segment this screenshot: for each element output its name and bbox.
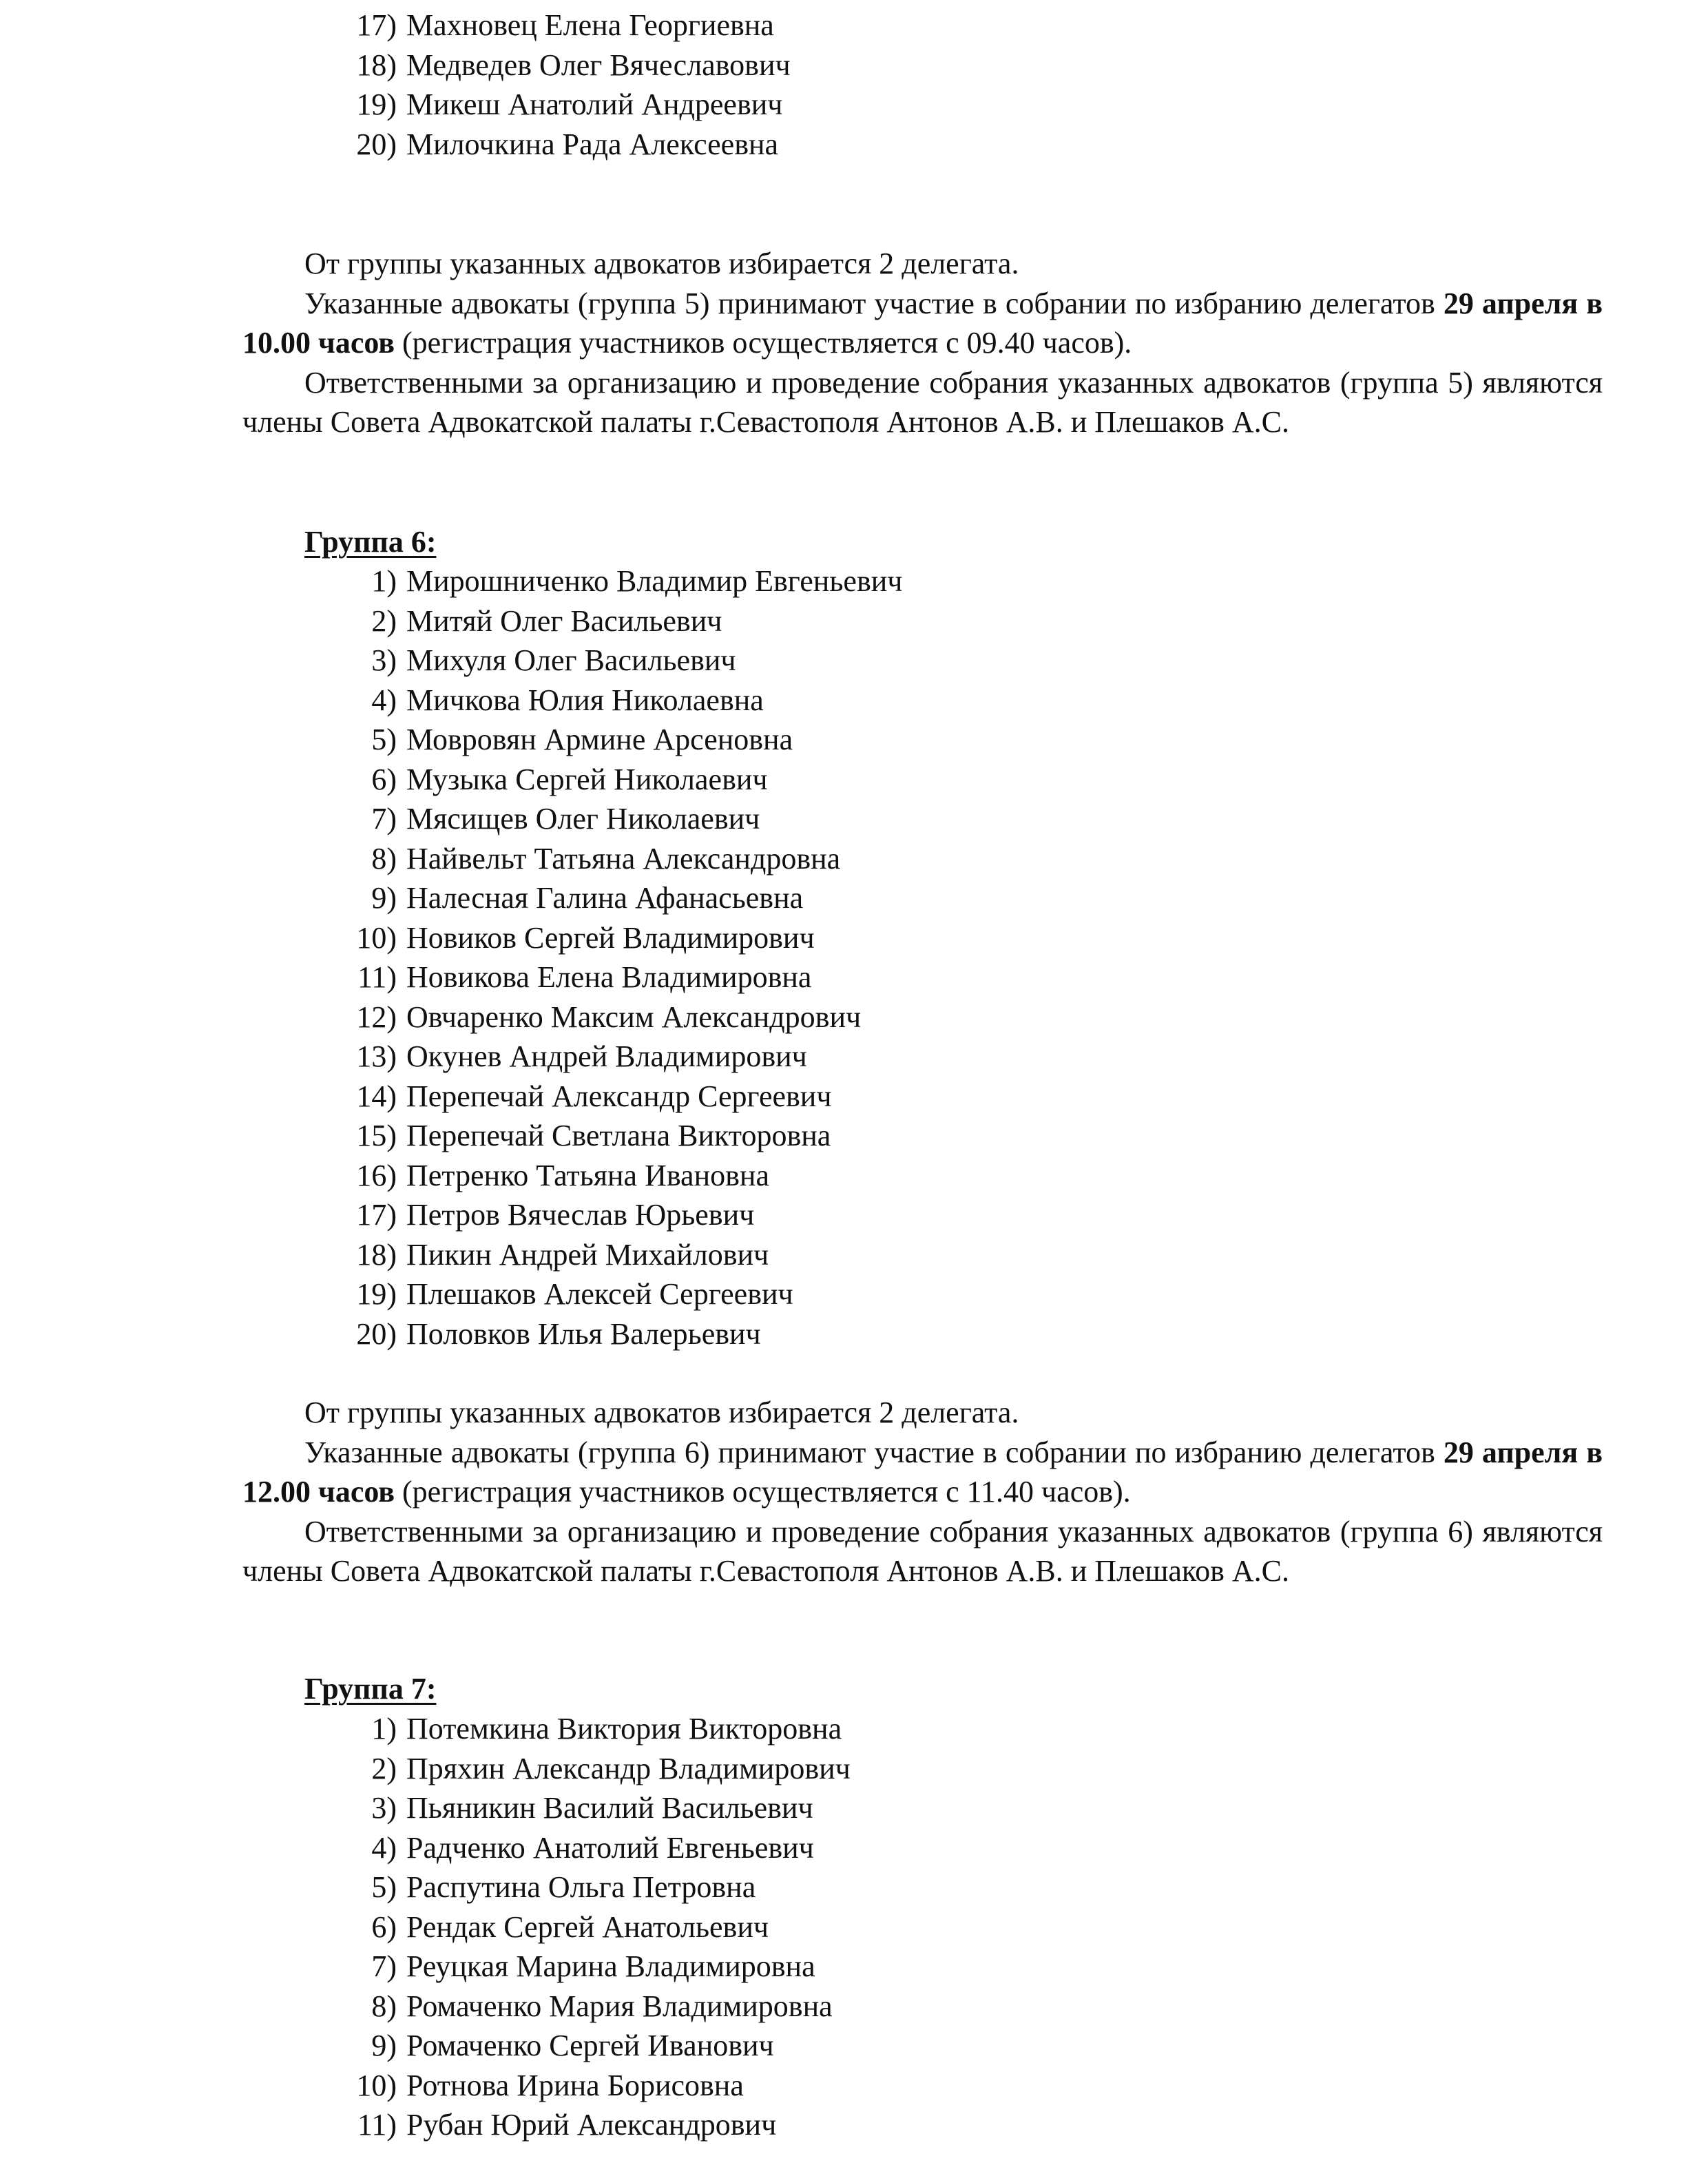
item-name: Рендак Сергей Анатольевич [406,1909,769,1944]
item-name: Ротнова Ирина Борисовна [406,2068,744,2102]
item-name: Мирошниченко Владимир Евгеньевич [406,564,903,598]
item-name: Новикова Елена Владимировна [406,960,812,994]
item-name: Рубан Юрий Александрович [406,2108,777,2142]
list-item [344,2066,851,2106]
group7-heading: Группа 7: [304,1672,437,1706]
list-item [344,1235,902,1275]
meeting-paragraph [242,284,1603,363]
registration-text: (регистрация участников осуществляется с 09.40 часов). [395,326,1132,360]
item-name: Реуцкая Марина Владимировна [406,1949,815,1983]
list-item [344,6,791,45]
item-name: Ромаченко Мария Владимировна [406,1989,833,2023]
item-number: 12) [356,999,397,1034]
item-number: 7) [371,1949,397,1983]
list-item [344,1867,851,1907]
item-name: Плешаков Алексей Сергеевич [406,1277,793,1311]
item-number: 9) [371,881,397,915]
item-number: 18) [356,48,397,82]
delegates-paragraph: От группы указанных адвокатов избирается 2 делегата. [304,1396,1019,1429]
meeting-time: 29 апреля в 10.00 часов [242,286,1603,360]
item-name: Радченко Анатолий Евгеньевич [406,1830,814,1865]
item-number: 16) [356,1158,397,1192]
list-item [344,681,902,721]
item-number: 17) [356,8,397,42]
list-item [344,1314,902,1354]
group6-info [242,1393,1603,1591]
item-number: 13) [356,1039,397,1073]
item-number: 3) [371,643,397,677]
list-item [344,1907,851,1947]
group7-list [344,1709,851,2145]
item-name: Микеш Анатолий Андреевич [406,87,783,121]
item-name: Медведев Олег Вячеславович [406,48,791,82]
item-name: Найвельт Татьяна Александровна [406,841,841,876]
item-number: 20) [356,1316,397,1351]
list-item [344,957,902,997]
item-name: Новиков Сергей Владимирович [406,920,815,955]
item-number: 8) [371,841,397,876]
item-number: 1) [371,1712,397,1746]
item-number: 10) [356,2068,397,2102]
item-number: 6) [371,762,397,796]
item-name: Милочкина Рада Алексеевна [406,127,779,161]
item-number: 19) [356,1277,397,1311]
list-item [344,1195,902,1235]
item-name: Махновец Елена Георгиевна [406,8,774,42]
item-name: Распутина Ольга Петровна [406,1870,756,1904]
item-name: Мовровян Армине Арсеновна [406,723,793,756]
item-name: Петренко Татьяна Ивановна [406,1158,769,1192]
meeting-time: 29 апреля в 12.00 часов [242,1435,1603,1509]
item-number: 6) [371,1909,397,1944]
list-item [344,760,902,800]
item-name: Мичкова Юлия Николаевна [406,683,764,717]
item-number: 1) [371,564,397,598]
item-number: 2) [371,1751,397,1785]
list-item [344,561,902,601]
item-number: 5) [371,1870,397,1904]
item-name: Мясищев Олег Николаевич [406,802,760,836]
list-item [344,1077,902,1117]
item-name: Михуля Олег Васильевич [406,643,736,677]
list-item [344,1987,851,2027]
item-name: Музыка Сергей Николаевич [406,762,768,796]
item-number: 3) [371,1791,397,1825]
item-number: 8) [371,1989,397,2023]
item-name: Половков Илья Валерьевич [406,1316,761,1351]
item-number: 4) [371,1830,397,1865]
item-name: Пьяникин Василий Васильевич [406,1791,813,1825]
item-name: Перепечай Александр Сергеевич [406,1079,832,1113]
item-number: 2) [371,603,397,638]
item-name: Митяй Олег Васильевич [406,603,722,638]
meeting-text: Указанные адвокаты (группа 5) принимают участие в собрании по избранию делегатов [304,286,1444,320]
group6-heading: Группа 6: [304,525,437,559]
item-number: 15) [356,1119,397,1152]
list-item [344,918,902,958]
list-item [344,1788,851,1828]
responsible-paragraph: Ответственными за организацию и проведение собрания указанных адвокатов (группа 6) являются члены Совета Адвокатской палаты г.Севастополя Антонов А.В. и Плешаков А.С. [242,1514,1603,1588]
list-item [344,878,902,918]
registration-text: (регистрация участников осуществляется с 11.40 часов). [395,1475,1131,1509]
item-number: 11) [357,2108,397,2142]
list-item [344,720,902,760]
meeting-paragraph [242,1433,1603,1512]
group6-list [344,561,902,1354]
item-number: 5) [371,723,397,756]
item-number: 7) [371,802,397,836]
group5-info [242,244,1603,442]
item-name: Перепечай Светлана Викторовна [406,1119,831,1152]
list-item [344,601,902,641]
item-name: Петров Вячеслав Юрьевич [406,1198,755,1232]
item-number: 10) [356,920,397,955]
item-number: 17) [356,1198,397,1232]
list-item [344,2026,851,2066]
list-item [344,641,902,681]
item-number: 14) [356,1079,397,1113]
list-item [344,1947,851,1987]
list-item [344,1156,902,1196]
item-name: Пряхин Александр Владимирович [406,1751,851,1785]
item-name: Ромаченко Сергей Иванович [406,2029,774,2062]
list-item [344,1828,851,1868]
item-number: 20) [356,127,397,161]
list-item [344,1274,902,1314]
item-number: 19) [356,87,397,121]
delegates-paragraph: От группы указанных адвокатов избирается 2 делегата. [304,247,1019,280]
list-item [344,997,902,1037]
item-number: 9) [371,2029,397,2062]
list-item [344,85,791,125]
list-item [344,1116,902,1156]
item-name: Пикин Андрей Михайлович [406,1237,769,1272]
list-item [344,1749,851,1789]
item-name: Налесная Галина Афанасьевна [406,881,804,915]
item-number: 11) [357,960,397,994]
item-number: 4) [371,683,397,717]
item-number: 18) [356,1237,397,1272]
list-item [344,45,791,85]
item-name: Потемкина Виктория Викторовна [406,1712,842,1746]
list-item [344,1037,902,1077]
list-item [344,799,902,839]
meeting-text: Указанные адвокаты (группа 6) принимают участие в собрании по избранию делегатов [304,1435,1444,1469]
list-item [344,1709,851,1749]
group5-list [344,6,791,164]
item-name: Овчаренко Максим Александрович [406,999,862,1034]
item-name: Окунев Андрей Владимирович [406,1039,807,1073]
list-item [344,2105,851,2145]
list-item [344,839,902,879]
responsible-paragraph: Ответственными за организацию и проведение собрания указанных адвокатов (группа 5) являются члены Совета Адвокатской палаты г.Севастополя Антонов А.В. и Плешаков А.С. [242,365,1603,439]
list-item [344,125,791,165]
